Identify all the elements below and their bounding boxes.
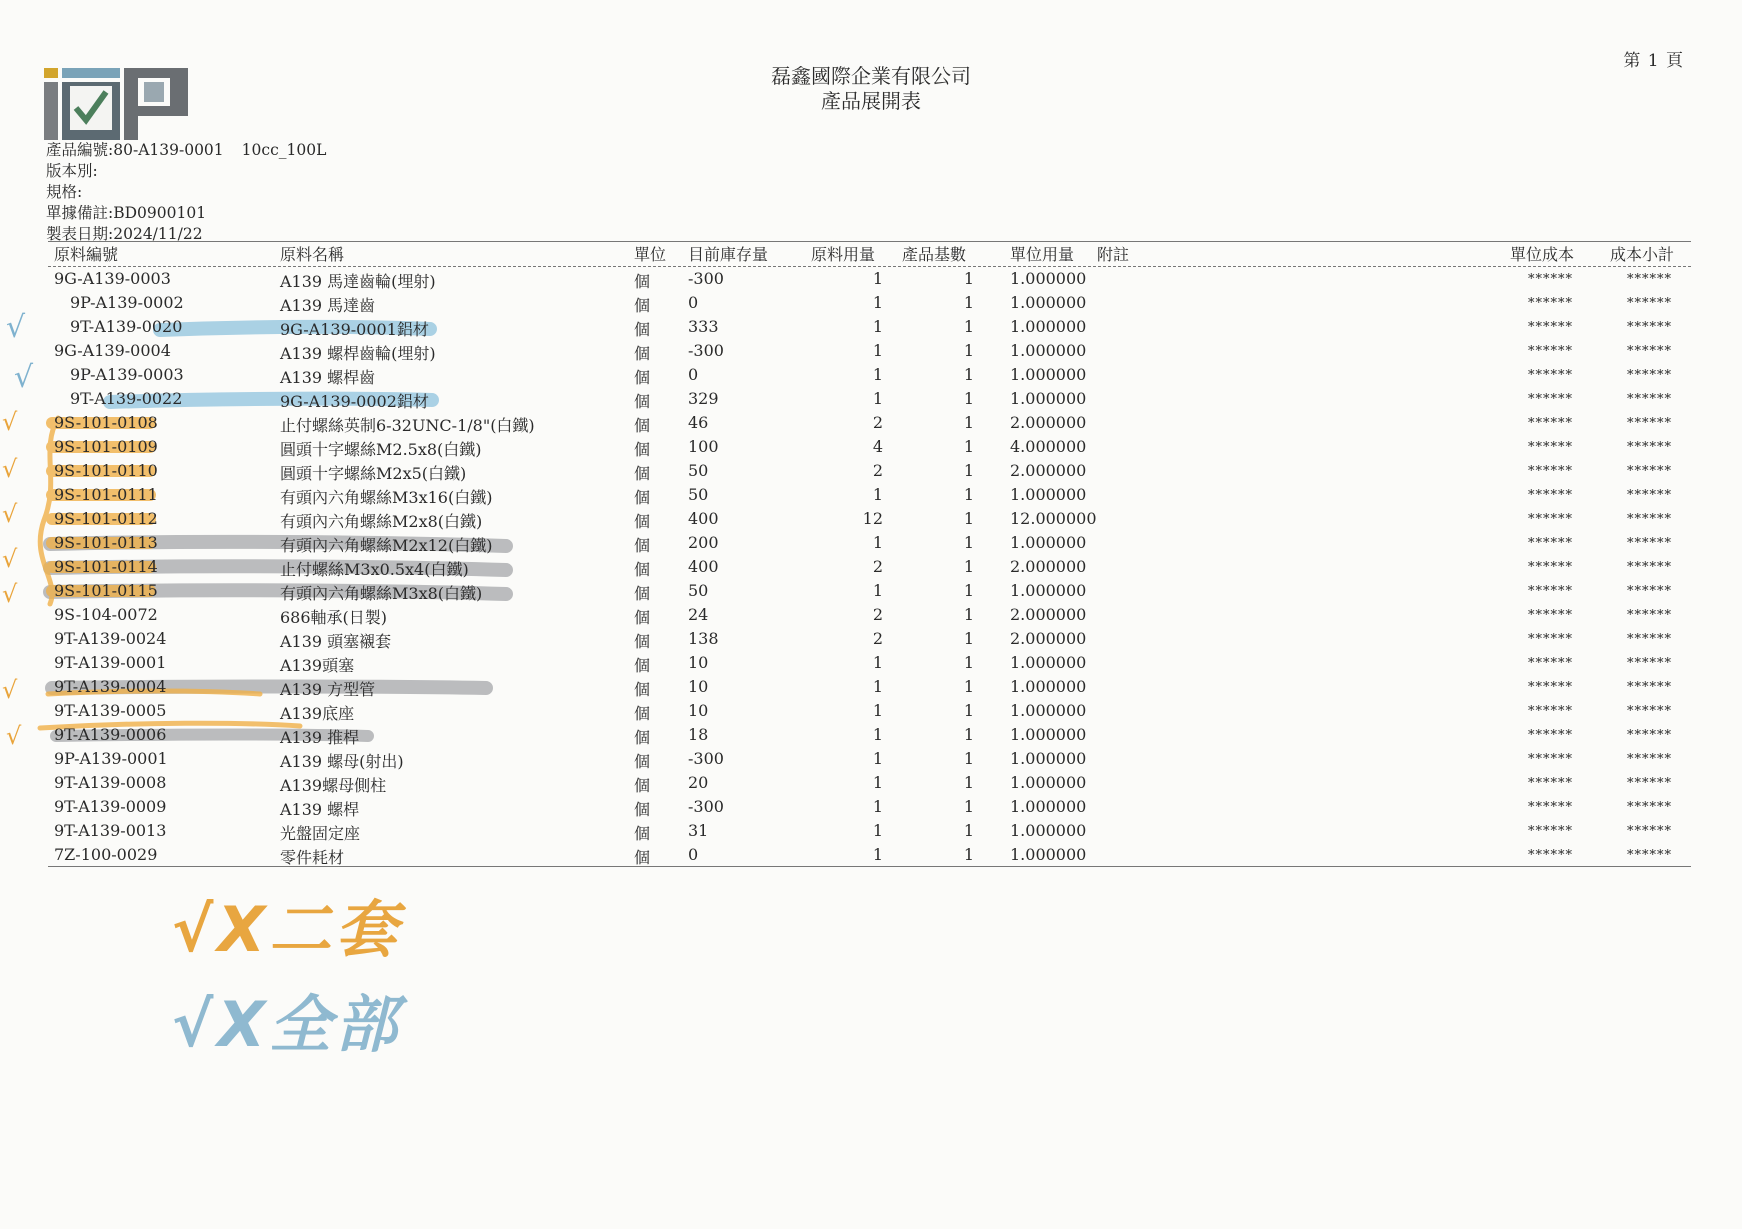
product-base: 1 — [963, 533, 974, 552]
unit: 個 — [634, 800, 651, 819]
material-code: 9P-A139-0003 — [70, 365, 184, 384]
unit: 個 — [634, 728, 651, 747]
cost-subtotal: ****** — [1627, 512, 1672, 527]
unit-cost: ****** — [1528, 608, 1573, 623]
material-code: 9T-A139-0006 — [54, 725, 167, 744]
product-base: 1 — [963, 821, 974, 840]
table-row — [0, 771, 1742, 795]
product-base: 1 — [963, 389, 974, 408]
material-code: 9T-A139-0009 — [54, 797, 167, 816]
material-qty: 1 — [872, 293, 883, 312]
material-qty: 2 — [872, 557, 883, 576]
product-base: 1 — [963, 317, 974, 336]
material-name: A139頭塞 — [280, 656, 355, 675]
material-name: 止付螺絲英制6-32UNC-1/8"(白鐵) — [280, 416, 535, 435]
material-name: 光盤固定座 — [280, 824, 361, 843]
table-row — [0, 291, 1742, 315]
material-qty: 2 — [872, 629, 883, 648]
unit-cost: ****** — [1528, 584, 1573, 599]
unit-cost: ****** — [1528, 488, 1573, 503]
unit-usage: 12.000000 — [1010, 509, 1097, 528]
unit-usage: 2.000000 — [1010, 629, 1087, 648]
product-description: 10cc_100L — [241, 141, 327, 159]
stock-qty: 0 — [688, 845, 699, 864]
unit-usage: 1.000000 — [1010, 845, 1087, 864]
unit-cost: ****** — [1528, 656, 1573, 671]
cost-subtotal: ****** — [1627, 296, 1672, 311]
unit: 個 — [634, 464, 651, 483]
unit-usage: 1.000000 — [1010, 293, 1087, 312]
unit-usage: 1.000000 — [1010, 773, 1087, 792]
material-name: A139 螺桿 — [280, 800, 360, 819]
unit-cost: ****** — [1528, 632, 1573, 647]
cost-subtotal: ****** — [1627, 464, 1672, 479]
table-row — [0, 267, 1742, 291]
material-name: 有頭內六角螺絲M3x8(白鐵) — [280, 584, 483, 603]
check-mark: √ — [6, 310, 26, 345]
check-mark: √ — [2, 455, 18, 483]
unit-usage: 1.000000 — [1010, 677, 1087, 696]
material-qty: 1 — [872, 725, 883, 744]
cost-subtotal: ****** — [1627, 800, 1672, 815]
check-mark: √ — [2, 676, 18, 704]
material-name: A139 螺母(射出) — [280, 752, 404, 771]
unit-cost: ****** — [1528, 560, 1573, 575]
unit-cost: ****** — [1528, 824, 1573, 839]
stock-qty: 200 — [688, 533, 719, 552]
material-qty: 2 — [872, 461, 883, 480]
table-bottom-rule — [48, 866, 1691, 867]
stock-qty: 18 — [688, 725, 709, 744]
material-name: 零件耗材 — [280, 848, 345, 867]
material-qty: 1 — [872, 749, 883, 768]
unit-usage: 1.000000 — [1010, 749, 1087, 768]
product-base: 1 — [963, 845, 974, 864]
cost-subtotal: ****** — [1627, 608, 1672, 623]
material-name: 止付螺絲M3x0.5x4(白鐵) — [280, 560, 469, 579]
product-base: 1 — [963, 461, 974, 480]
material-name: A139 頭塞襯套 — [280, 632, 392, 651]
table-row — [0, 363, 1742, 387]
cost-subtotal: ****** — [1627, 848, 1672, 863]
unit: 個 — [634, 752, 651, 771]
unit: 個 — [634, 680, 651, 699]
material-code: 9T-A139-0020 — [70, 317, 183, 336]
col-header-unit-qty: 單位用量 — [1010, 245, 1075, 264]
material-qty: 1 — [872, 821, 883, 840]
material-qty: 1 — [872, 845, 883, 864]
cost-subtotal: ****** — [1627, 776, 1672, 791]
stock-qty: 0 — [688, 365, 699, 384]
cost-subtotal: ****** — [1627, 680, 1672, 695]
material-qty: 1 — [872, 581, 883, 600]
cost-subtotal: ****** — [1627, 368, 1672, 383]
table-row — [0, 627, 1742, 651]
cost-subtotal: ****** — [1627, 344, 1672, 359]
material-qty: 1 — [872, 653, 883, 672]
unit-usage: 2.000000 — [1010, 461, 1087, 480]
unit-usage: 1.000000 — [1010, 341, 1087, 360]
check-mark: √ — [2, 580, 18, 608]
unit: 個 — [634, 488, 651, 507]
unit-cost: ****** — [1528, 776, 1573, 791]
table-row — [0, 315, 1742, 339]
unit: 個 — [634, 848, 651, 867]
material-code: 9G-A139-0004 — [54, 341, 171, 360]
unit-cost: ****** — [1528, 464, 1573, 479]
check-mark: √ — [2, 500, 18, 528]
stock-qty: 329 — [688, 389, 719, 408]
cost-subtotal: ****** — [1627, 584, 1672, 599]
unit: 個 — [634, 824, 651, 843]
stock-qty: 400 — [688, 557, 719, 576]
col-header-qty: 原料用量 — [811, 245, 876, 264]
material-name: 有頭內六角螺絲M2x12(白鐵) — [280, 536, 493, 555]
table-row — [0, 531, 1742, 555]
date-label: 製表日期: — [46, 225, 114, 243]
stock-qty: 10 — [688, 701, 709, 720]
unit-cost: ****** — [1528, 728, 1573, 743]
material-code: 9T-A139-0001 — [54, 653, 167, 672]
unit-usage: 1.000000 — [1010, 317, 1087, 336]
date-value: 2024/11/22 — [113, 225, 203, 243]
unit-cost: ****** — [1528, 368, 1573, 383]
unit-cost: ****** — [1528, 536, 1573, 551]
cost-subtotal: ****** — [1627, 752, 1672, 767]
table-row — [0, 843, 1742, 867]
material-qty: 1 — [872, 341, 883, 360]
stock-qty: 10 — [688, 677, 709, 696]
remark-label: 單據備註: — [46, 204, 114, 222]
stock-qty: 31 — [688, 821, 709, 840]
unit-usage: 1.000000 — [1010, 533, 1087, 552]
material-name: A139 馬達齒 — [280, 296, 376, 315]
product-base: 1 — [963, 269, 974, 288]
table-row — [0, 579, 1742, 603]
table-row — [0, 699, 1742, 723]
unit-usage: 1.000000 — [1010, 653, 1087, 672]
material-qty: 1 — [872, 389, 883, 408]
col-header-note: 附註 — [1097, 245, 1130, 264]
material-name: A139螺母側柱 — [280, 776, 387, 795]
table-row — [0, 603, 1742, 627]
unit-cost: ****** — [1528, 680, 1573, 695]
product-base: 1 — [963, 653, 974, 672]
unit-cost: ****** — [1528, 752, 1573, 767]
product-base: 1 — [963, 413, 974, 432]
cost-subtotal: ****** — [1627, 656, 1672, 671]
col-header-base: 產品基數 — [902, 245, 967, 264]
cost-subtotal: ****** — [1627, 440, 1672, 455]
material-code: 9T-A139-0004 — [54, 677, 167, 696]
material-code: 9T-A139-0008 — [54, 773, 167, 792]
stock-qty: -300 — [688, 269, 724, 288]
unit: 個 — [634, 584, 651, 603]
col-header-unit: 單位 — [634, 245, 667, 264]
unit-cost: ****** — [1528, 848, 1573, 863]
material-name: 圓頭十字螺絲M2.5x8(白鐵) — [280, 440, 482, 459]
cost-subtotal: ****** — [1627, 632, 1672, 647]
material-qty: 1 — [872, 797, 883, 816]
product-base: 1 — [963, 365, 974, 384]
unit-usage: 1.000000 — [1010, 797, 1087, 816]
unit: 個 — [634, 296, 651, 315]
unit-usage: 1.000000 — [1010, 389, 1087, 408]
material-code: 9S-101-0108 — [54, 413, 158, 432]
unit-usage: 1.000000 — [1010, 701, 1087, 720]
unit-usage: 2.000000 — [1010, 605, 1087, 624]
product-base: 1 — [963, 749, 974, 768]
product-base: 1 — [963, 293, 974, 312]
cost-subtotal: ****** — [1627, 704, 1672, 719]
material-qty: 1 — [872, 485, 883, 504]
unit-cost: ****** — [1528, 320, 1573, 335]
col-header-unit-cost: 單位成本 — [1510, 245, 1575, 264]
table-row — [0, 675, 1742, 699]
stock-qty: 50 — [688, 461, 709, 480]
table-row — [0, 819, 1742, 843]
material-code: 9S-101-0113 — [54, 533, 158, 552]
material-name: A139底座 — [280, 704, 355, 723]
material-name: A139 螺桿齒輪(埋射) — [280, 344, 436, 363]
material-qty: 1 — [872, 773, 883, 792]
table-row — [0, 387, 1742, 411]
stock-qty: 20 — [688, 773, 709, 792]
check-mark: √ — [2, 545, 18, 573]
material-name: A139 螺桿齒 — [280, 368, 376, 387]
document-title: 產品展開表 — [821, 89, 921, 113]
table-row — [0, 411, 1742, 435]
product-code-label: 產品編號: — [46, 141, 114, 159]
material-code: 9S-104-0072 — [54, 605, 158, 624]
material-code: 9S-101-0114 — [54, 557, 158, 576]
material-code: 9T-A139-0022 — [70, 389, 183, 408]
material-code: 9P-A139-0002 — [70, 293, 184, 312]
material-name: 686軸承(日製) — [280, 608, 388, 627]
material-name: 有頭內六角螺絲M3x16(白鐵) — [280, 488, 493, 507]
stock-qty: 50 — [688, 485, 709, 504]
table-row — [0, 435, 1742, 459]
unit: 個 — [634, 536, 651, 555]
stock-qty: -300 — [688, 341, 724, 360]
unit-usage: 1.000000 — [1010, 821, 1087, 840]
table-row — [0, 723, 1742, 747]
cost-subtotal: ****** — [1627, 272, 1672, 287]
material-code: 9T-A139-0005 — [54, 701, 167, 720]
col-header-name: 原料名稱 — [280, 245, 345, 264]
table-row — [0, 651, 1742, 675]
stock-qty: 24 — [688, 605, 709, 624]
unit-cost: ****** — [1528, 512, 1573, 527]
table-row — [0, 459, 1742, 483]
unit: 個 — [634, 512, 651, 531]
check-mark: √ — [2, 408, 18, 436]
product-base: 1 — [963, 677, 974, 696]
unit: 個 — [634, 632, 651, 651]
material-code: 9P-A139-0001 — [54, 749, 168, 768]
table-row — [0, 339, 1742, 363]
product-code: 80-A139-0001 — [113, 141, 224, 159]
product-base: 1 — [963, 485, 974, 504]
material-code: 9S-101-0110 — [54, 461, 158, 480]
unit: 個 — [634, 656, 651, 675]
material-qty: 2 — [872, 413, 883, 432]
product-base: 1 — [963, 701, 974, 720]
material-name: 有頭內六角螺絲M2x8(白鐵) — [280, 512, 483, 531]
material-name: 9G-A139-0001鋁材 — [280, 320, 429, 339]
material-code: 9S-101-0111 — [54, 485, 158, 504]
cost-subtotal: ****** — [1627, 728, 1672, 743]
unit-usage: 4.000000 — [1010, 437, 1087, 456]
col-header-subtotal: 成本小計 — [1610, 245, 1675, 264]
product-base: 1 — [963, 725, 974, 744]
unit: 個 — [634, 440, 651, 459]
unit-usage: 1.000000 — [1010, 269, 1087, 288]
unit: 個 — [634, 344, 651, 363]
stock-qty: 100 — [688, 437, 719, 456]
unit-cost: ****** — [1528, 272, 1573, 287]
stock-qty: 0 — [688, 293, 699, 312]
table-row — [0, 747, 1742, 771]
cost-subtotal: ****** — [1627, 416, 1672, 431]
material-code: 9S-101-0115 — [54, 581, 158, 600]
table-row — [0, 795, 1742, 819]
product-base: 1 — [963, 341, 974, 360]
version-label: 版本別: — [46, 162, 98, 180]
unit-usage: 1.000000 — [1010, 485, 1087, 504]
unit-usage: 2.000000 — [1010, 557, 1087, 576]
product-base: 1 — [963, 797, 974, 816]
product-base: 1 — [963, 581, 974, 600]
check-mark: √ — [6, 722, 22, 750]
product-base: 1 — [963, 773, 974, 792]
material-name: A139 推桿 — [280, 728, 360, 747]
col-header-stock: 目前庫存量 — [688, 245, 769, 264]
material-code: 9G-A139-0003 — [54, 269, 171, 288]
unit: 個 — [634, 608, 651, 627]
stock-qty: 138 — [688, 629, 719, 648]
unit: 個 — [634, 560, 651, 579]
table-row — [0, 483, 1742, 507]
unit-usage: 1.000000 — [1010, 725, 1087, 744]
unit-cost: ****** — [1528, 344, 1573, 359]
unit: 個 — [634, 320, 651, 339]
unit-usage: 1.000000 — [1010, 365, 1087, 384]
product-base: 1 — [963, 509, 974, 528]
unit-usage: 1.000000 — [1010, 581, 1087, 600]
cost-subtotal: ****** — [1627, 320, 1672, 335]
unit: 個 — [634, 704, 651, 723]
material-qty: 1 — [872, 677, 883, 696]
unit-cost: ****** — [1528, 392, 1573, 407]
check-mark: √ — [14, 360, 34, 395]
unit-cost: ****** — [1528, 440, 1573, 455]
material-qty: 2 — [872, 605, 883, 624]
cost-subtotal: ****** — [1627, 536, 1672, 551]
handwritten-note-all: √X全部 — [172, 988, 402, 1061]
cost-subtotal: ****** — [1627, 824, 1672, 839]
material-qty: 1 — [872, 365, 883, 384]
table-row — [0, 507, 1742, 531]
col-header-code: 原料編號 — [54, 245, 119, 264]
table-row — [0, 555, 1742, 579]
material-code: 7Z-100-0029 — [54, 845, 158, 864]
material-name: A139 馬達齒輪(埋射) — [280, 272, 436, 291]
unit: 個 — [634, 368, 651, 387]
material-code: 9T-A139-0013 — [54, 821, 167, 840]
material-name: A139 方型管 — [280, 680, 376, 699]
material-code: 9S-101-0109 — [54, 437, 158, 456]
spec-label: 規格: — [46, 183, 83, 201]
remark-value: BD0900101 — [113, 204, 207, 222]
cost-subtotal: ****** — [1627, 488, 1672, 503]
stock-qty: 400 — [688, 509, 719, 528]
handwritten-note-two-sets: √X二套 — [172, 893, 402, 966]
material-qty: 4 — [872, 437, 883, 456]
material-name: 圓頭十字螺絲M2x5(白鐵) — [280, 464, 467, 483]
material-name: 9G-A139-0002鋁材 — [280, 392, 429, 411]
material-code: 9T-A139-0024 — [54, 629, 167, 648]
unit-cost: ****** — [1528, 800, 1573, 815]
unit: 個 — [634, 776, 651, 795]
stock-qty: -300 — [688, 749, 724, 768]
material-qty: 1 — [872, 533, 883, 552]
material-code: 9S-101-0112 — [54, 509, 158, 528]
stock-qty: 46 — [688, 413, 709, 432]
material-qty: 1 — [872, 317, 883, 336]
unit-usage: 2.000000 — [1010, 413, 1087, 432]
material-qty: 12 — [862, 509, 883, 528]
material-qty: 1 — [872, 701, 883, 720]
unit-cost: ****** — [1528, 416, 1573, 431]
stock-qty: -300 — [688, 797, 724, 816]
material-qty: 1 — [872, 269, 883, 288]
product-base: 1 — [963, 437, 974, 456]
unit: 個 — [634, 272, 651, 291]
stock-qty: 50 — [688, 581, 709, 600]
company-name: 磊鑫國際企業有限公司 — [771, 64, 971, 88]
stock-qty: 10 — [688, 653, 709, 672]
cost-subtotal: ****** — [1627, 392, 1672, 407]
unit: 個 — [634, 392, 651, 411]
unit-cost: ****** — [1528, 296, 1573, 311]
unit: 個 — [634, 416, 651, 435]
cost-subtotal: ****** — [1627, 560, 1672, 575]
page-number: 第 1 頁 — [1623, 51, 1684, 71]
product-base: 1 — [963, 557, 974, 576]
product-base: 1 — [963, 629, 974, 648]
unit-cost: ****** — [1528, 704, 1573, 719]
product-base: 1 — [963, 605, 974, 624]
stock-qty: 333 — [688, 317, 719, 336]
